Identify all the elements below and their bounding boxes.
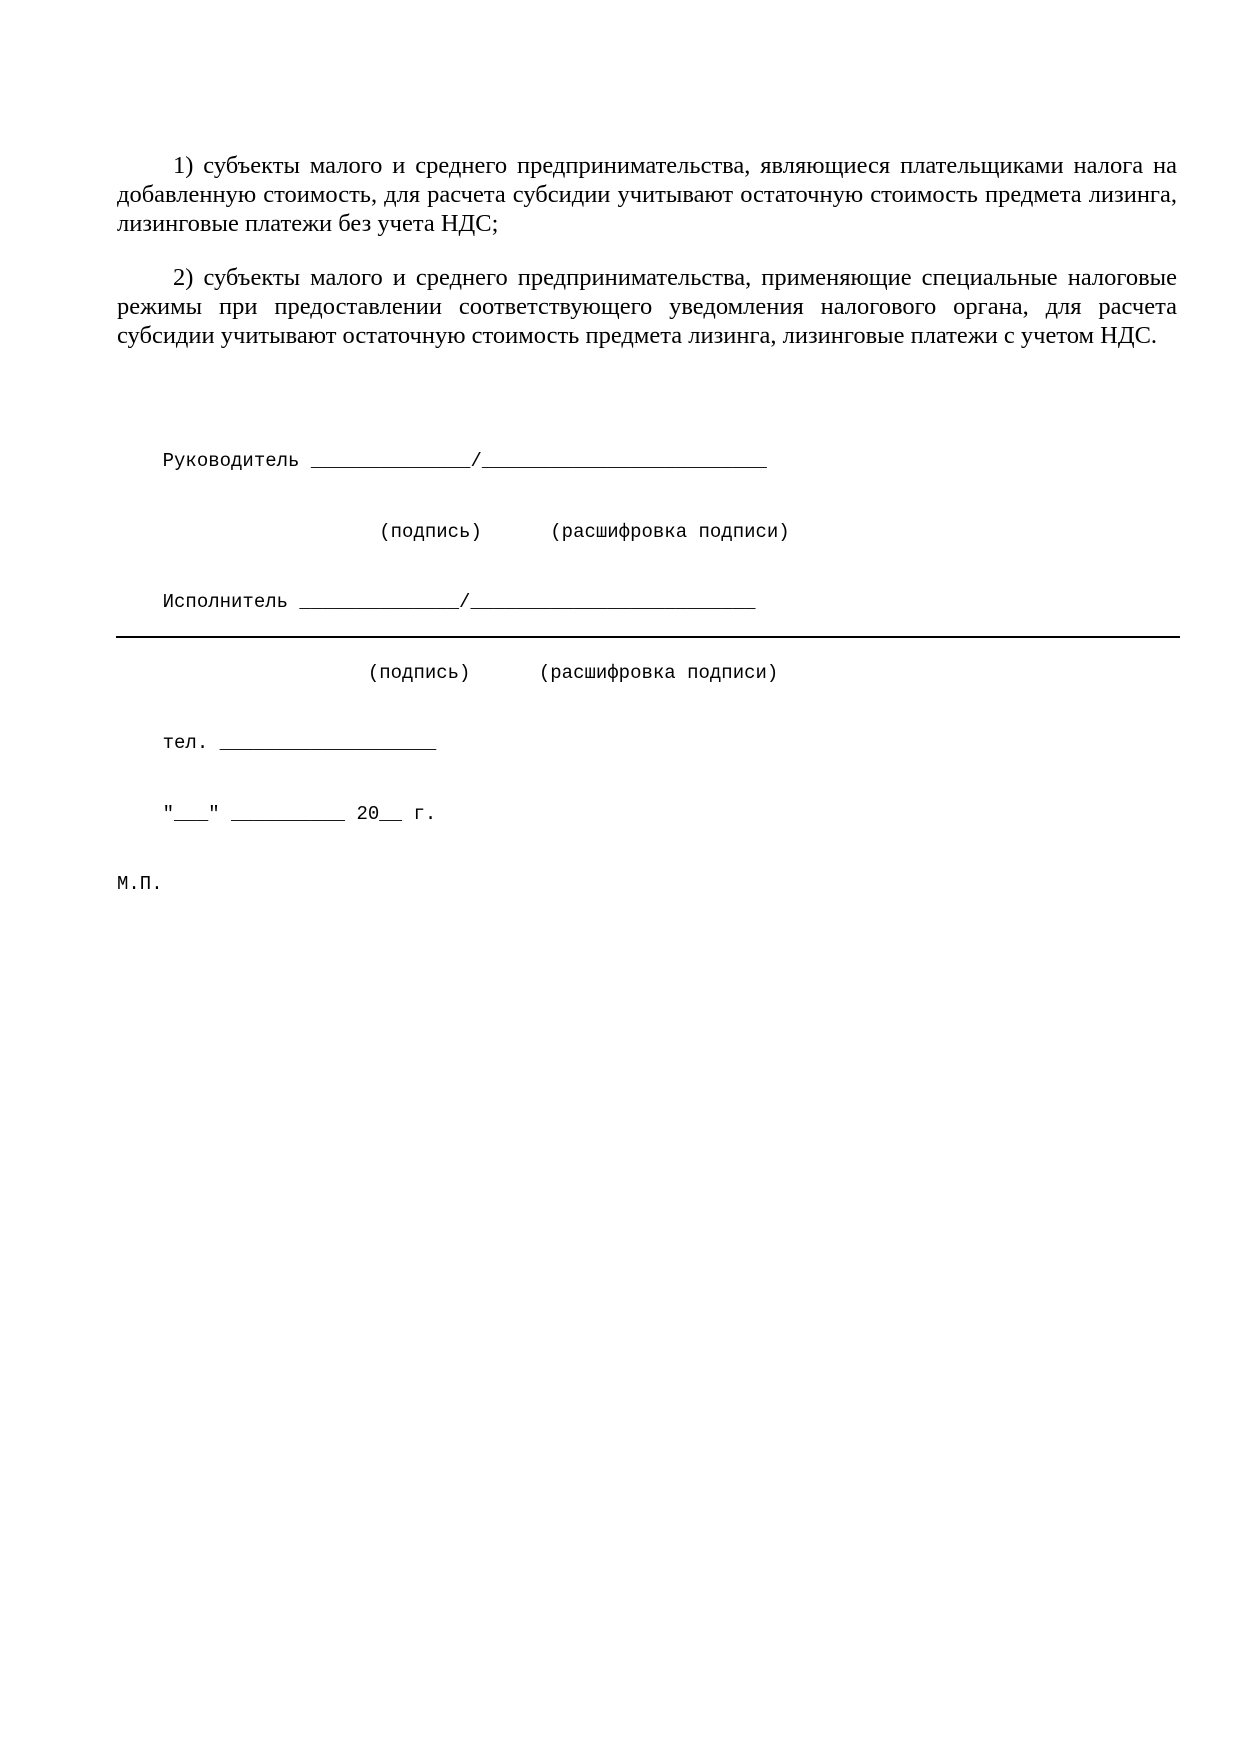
- executor-signature-line: Исполнитель ______________/_________________________: [117, 591, 756, 613]
- stamp-place-label: М.П.: [117, 873, 163, 895]
- phone-line: тел. ___________________: [117, 732, 437, 754]
- footnote-separator-line: [116, 636, 1180, 638]
- director-signature-caption: (подпись) (расшифровка подписи): [117, 520, 790, 543]
- paragraph-item-1: 1) субъекты малого и среднего предпринимательства, являющиеся плательщиками налога на добавленную стоимость, для расчета субсидии учитывают остаточную стоимость предмета лизинга, лизинговые платежи без учета НДС;: [117, 152, 1177, 237]
- signature-block: [117, 403, 790, 944]
- paragraph-item-2: 2) субъекты малого и среднего предпринимательства, применяющие специальные налоговые режимы при предоставлении соответствующего уведомления налогового органа, для расчета субсидии учитывают остаточную стоимость предмета лизинга, лизинговые платежи с учетом НДС.: [117, 264, 1177, 349]
- date-line: "___" __________ 20__ г.: [117, 802, 437, 825]
- executor-signature-caption: (подпись) (расшифровка подписи): [117, 661, 779, 684]
- director-signature-line: Руководитель ______________/_________________________: [117, 450, 767, 472]
